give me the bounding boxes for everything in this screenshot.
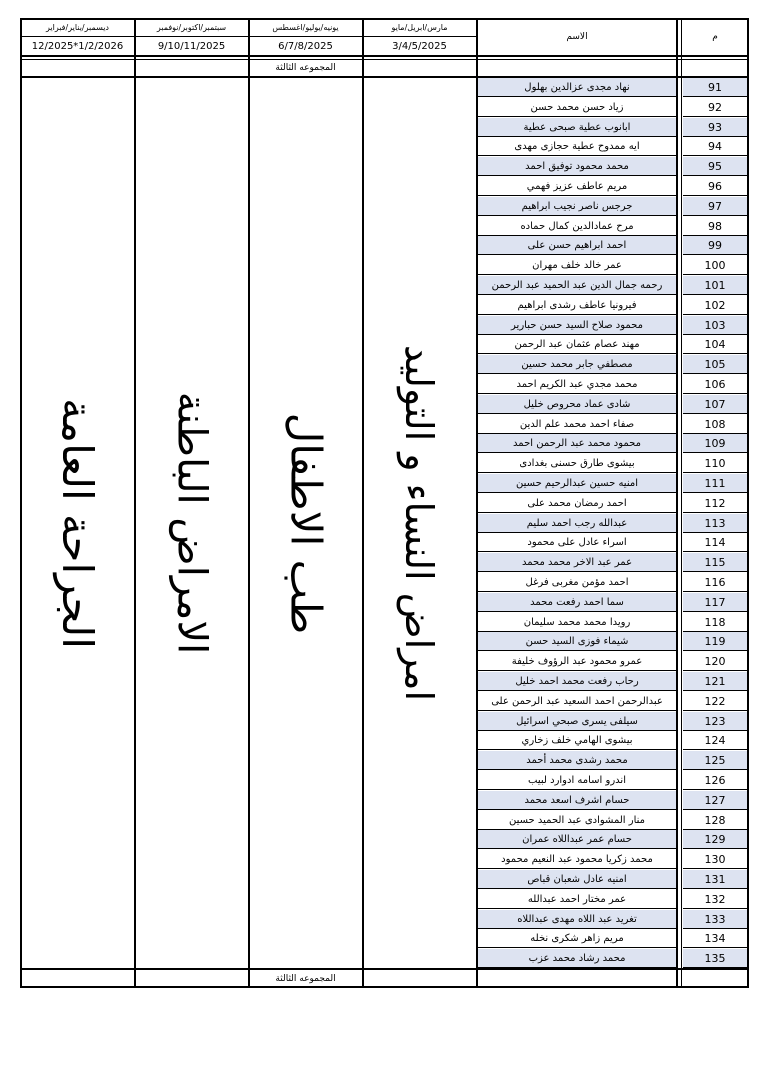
horizontal-rule [20, 55, 749, 57]
row-divider [478, 809, 676, 810]
row-divider [683, 670, 747, 671]
row-divider [478, 492, 676, 493]
row-divider [683, 789, 747, 790]
student-name: منار المشوادى عبد الحميد حسين [509, 814, 646, 826]
header-month-1: مارس/ابريل/مايو [391, 23, 448, 32]
row-divider [478, 215, 676, 216]
row-divider [683, 492, 747, 493]
row-divider [683, 908, 747, 909]
student-name: عمرو محمود عبد الرؤوف خليفة [511, 655, 643, 667]
row-divider [478, 848, 676, 849]
student-number: 125 [683, 751, 747, 769]
row-divider [683, 294, 747, 295]
group-label-top: المجموعه الثالثة [275, 62, 336, 73]
row-divider [478, 96, 676, 97]
row-divider [478, 254, 676, 255]
rotation-general-surgery-label: الجراحة العامة [53, 397, 103, 649]
row-divider [683, 611, 747, 612]
row-divider [478, 155, 676, 156]
rotation-general-surgery [22, 78, 133, 968]
row-divider [683, 868, 747, 869]
row-divider [683, 373, 747, 374]
row-divider [478, 908, 676, 909]
student-name: عبدالرحمن احمد السعيد عبد الرحمن على [491, 695, 663, 707]
row-divider [683, 650, 747, 651]
student-name: زياد حسن محمد حسن [530, 101, 624, 113]
student-name: شيماء فوزى السيد حسن [478, 632, 676, 650]
row-divider [683, 274, 747, 275]
student-number: 93 [683, 118, 747, 136]
row-divider [478, 274, 676, 275]
row-divider [478, 888, 676, 889]
row-divider [478, 175, 676, 176]
student-number: 95 [683, 157, 747, 175]
row-divider [683, 314, 747, 315]
header-month-3: سبتمبر/اكتوبر/نوفمبر [156, 23, 227, 32]
row-divider [683, 690, 747, 691]
row-divider [683, 175, 747, 176]
student-name: اسراء عادل على محمود [527, 536, 627, 548]
student-number: 128 [704, 813, 726, 827]
student-number: 116 [704, 575, 726, 589]
row-divider [683, 472, 747, 473]
horizontal-rule [20, 968, 749, 970]
row-divider [683, 551, 747, 552]
student-name: عمر عبد الاخر محمد محمد [478, 553, 676, 571]
student-number: 102 [704, 298, 726, 312]
student-name: رحمه جمال الدين عبد الحميد عبد الرحمن [478, 276, 676, 294]
rotation-pediatrics [250, 78, 361, 968]
row-divider [478, 749, 676, 750]
student-name: عبدالله رجب احمد سليم [478, 514, 676, 532]
vertical-rule [20, 18, 22, 988]
row-divider [478, 670, 676, 671]
student-number: 130 [704, 852, 726, 866]
row-divider [478, 314, 676, 315]
student-number: 132 [704, 892, 726, 906]
row-divider [478, 868, 676, 869]
row-divider [683, 571, 747, 572]
row-divider [683, 393, 747, 394]
row-divider [478, 452, 676, 453]
student-name: احمد مؤمن مغربى فرغل [525, 576, 629, 588]
vertical-rule [248, 18, 250, 988]
student-number: 111 [683, 474, 747, 492]
student-number: 104 [704, 337, 726, 351]
student-number: 135 [683, 949, 747, 967]
student-name: ابانوب عطية صبحى عطية [478, 118, 676, 136]
vertical-rule [676, 18, 678, 988]
rotation-internal-medicine-label: الامراض الباطنة [168, 391, 215, 655]
header-month-4: ديسمبر/يناير/فبراير [45, 23, 109, 32]
rotation-pediatrics-label: طب الاطفال [281, 412, 331, 634]
student-number: 114 [704, 535, 726, 549]
student-number: 121 [683, 672, 747, 690]
row-divider [683, 116, 747, 117]
student-name: تغريد عبد اللاه مهدى عبداللاه [478, 910, 676, 928]
row-divider [478, 571, 676, 572]
student-name: نهاد مجدى عزالدين بهلول [478, 78, 676, 96]
student-name: احمد رمضان محمد على [527, 497, 627, 509]
row-divider [478, 789, 676, 790]
student-number: 106 [704, 377, 726, 391]
row-divider [683, 769, 747, 770]
student-number: 97 [683, 197, 747, 215]
student-name: سيلفى يسرى صبحي اسرائيل [478, 712, 676, 730]
student-number: 126 [704, 773, 726, 787]
student-number: 92 [708, 100, 722, 114]
header-date-2: 6/7/8/2025 [278, 40, 333, 52]
vertical-rule [681, 18, 682, 988]
student-name: شادى عماد محروص خليل [478, 395, 676, 413]
vertical-rule [476, 18, 478, 988]
student-number: 108 [704, 417, 726, 431]
student-name: فيرونيا عاطف رشدى ابراهيم [517, 299, 637, 311]
group-label-bottom: المجموعه الثالثة [275, 973, 336, 984]
header-date-1: 3/4/5/2025 [392, 40, 447, 52]
student-number: 110 [704, 456, 726, 470]
row-divider [683, 413, 747, 414]
student-name: اندرو اسامه ادوارد لبيب [528, 774, 626, 786]
student-name: بيشوى طارق حسنى بغدادى [519, 457, 635, 469]
row-divider [683, 195, 747, 196]
vertical-rule [747, 18, 749, 988]
horizontal-rule [20, 36, 477, 37]
student-name: امنيه حسين عبدالرحيم حسين [478, 474, 676, 492]
row-divider [683, 888, 747, 889]
student-name: احمد ابراهيم حسن على [478, 236, 676, 254]
student-name: محمود صلاح السيد حسن حبارير [478, 316, 676, 334]
row-divider [683, 749, 747, 750]
student-number: 119 [683, 632, 747, 650]
row-divider [683, 848, 747, 849]
header-date-4: 12/2025*1/2/2026 [31, 40, 124, 52]
row-divider [683, 809, 747, 810]
row-divider [478, 413, 676, 414]
student-number: 122 [704, 694, 726, 708]
row-divider [683, 215, 747, 216]
row-divider [478, 650, 676, 651]
row-divider [478, 551, 676, 552]
student-name: مرح عمادالدين كمال حماده [520, 220, 634, 232]
row-divider [478, 611, 676, 612]
row-divider [478, 116, 676, 117]
student-number: 96 [708, 179, 722, 193]
student-name: ايه ممدوح عطية حجازى مهدى [514, 140, 640, 152]
student-name: محمد محمود توفيق احمد [478, 157, 676, 175]
student-number: 115 [683, 553, 747, 571]
row-divider [478, 472, 676, 473]
student-number: 105 [683, 355, 747, 373]
student-name: مريم زاهر شكرى نخله [530, 932, 624, 944]
row-divider [478, 393, 676, 394]
student-name: امنيه عادل شعبان قباص [478, 870, 676, 888]
student-name: عمر خالد خلف مهران [532, 259, 622, 271]
horizontal-rule [20, 59, 749, 60]
student-name: رويدا محمد محمد سليمان [523, 616, 631, 628]
student-number: 101 [683, 276, 747, 294]
student-name: محمد رشاد محمد عزب [478, 949, 676, 967]
student-number: 98 [708, 219, 722, 233]
row-divider [478, 512, 676, 513]
header-date-3: 9/10/11/2025 [157, 40, 226, 52]
row-divider [683, 96, 747, 97]
student-number: 107 [683, 395, 747, 413]
student-name: حسام عمر عبداللاه عمران [478, 830, 676, 848]
student-number: 99 [683, 236, 747, 254]
header-number: م [712, 32, 718, 42]
student-number: 131 [683, 870, 747, 888]
horizontal-rule [20, 986, 749, 988]
row-divider [478, 373, 676, 374]
student-number: 100 [704, 258, 726, 272]
header-month-2: يونيه/يوليو/اغسطس [272, 23, 339, 32]
student-number: 109 [683, 434, 747, 452]
rotation-obgyn-label: امراض النساء و التوليد [397, 344, 442, 702]
row-divider [683, 155, 747, 156]
student-number: 127 [683, 791, 747, 809]
student-name: سما احمد رفعت محمد [478, 593, 676, 611]
horizontal-rule [20, 76, 749, 78]
student-number: 120 [704, 654, 726, 668]
student-name: جرجس ناصر نجيب ابراهيم [478, 197, 676, 215]
student-name: عمر مختار احمد عبدالله [527, 893, 627, 905]
student-number: 129 [683, 830, 747, 848]
student-name: محمود محمد عبد الرحمن احمد [478, 434, 676, 452]
rotation-internal-medicine [136, 78, 247, 968]
row-divider [683, 254, 747, 255]
student-name: مريم عاطف عزيز فهمي [526, 180, 628, 192]
row-divider [478, 353, 676, 354]
student-name: محمد رشدى محمد أحمد [478, 751, 676, 769]
row-divider [683, 512, 747, 513]
vertical-rule [134, 18, 136, 988]
row-divider [478, 591, 676, 592]
row-divider [683, 710, 747, 711]
student-number: 124 [704, 733, 726, 747]
row-divider [478, 710, 676, 711]
row-divider [478, 690, 676, 691]
student-name: محمد زكريا محمود عبد النعيم محمود [501, 853, 653, 865]
student-name: مهند عصام عثمان عبد الرحمن [514, 338, 640, 350]
row-divider [683, 591, 747, 592]
student-name: حسام اشرف اسعد محمد [478, 791, 676, 809]
student-number: 133 [683, 910, 747, 928]
row-divider [478, 195, 676, 196]
student-number: 103 [683, 316, 747, 334]
student-number: 117 [683, 593, 747, 611]
row-divider [478, 769, 676, 770]
row-divider [683, 947, 747, 948]
student-number: 94 [708, 139, 722, 153]
student-number: 113 [683, 514, 747, 532]
student-name: محمد مجدي عبد الكريم احمد [516, 378, 638, 390]
vertical-rule [362, 18, 364, 988]
row-divider [683, 353, 747, 354]
student-name: مصطفي جابر محمد حسين [478, 355, 676, 373]
horizontal-rule [20, 18, 749, 20]
student-name: صفاء احمد محمد علم الدين [519, 418, 635, 430]
student-number: 91 [683, 78, 747, 96]
row-divider [478, 947, 676, 948]
student-name: رحاب رفعت محمد احمد خليل [478, 672, 676, 690]
student-name: بيشوى الهامي خلف زخاري [521, 734, 633, 746]
rotation-obgyn [364, 78, 475, 968]
header-name: الاسم [566, 32, 588, 42]
row-divider [683, 452, 747, 453]
row-divider [478, 294, 676, 295]
student-number: 123 [683, 712, 747, 730]
student-number: 118 [704, 615, 726, 629]
student-number: 112 [704, 496, 726, 510]
student-number: 134 [704, 931, 726, 945]
